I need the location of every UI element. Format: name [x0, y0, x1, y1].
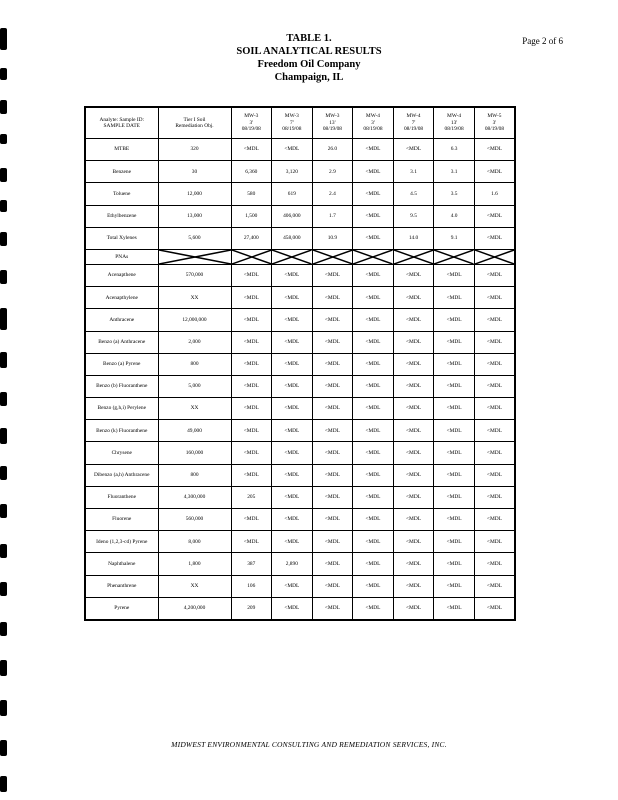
- analyte-name: Naphthalene: [85, 553, 158, 575]
- table-row: [85, 161, 515, 183]
- table-header-row: [85, 107, 515, 139]
- binder-mark: [0, 308, 7, 330]
- binder-mark: [0, 134, 7, 144]
- result-value: <MDL: [231, 309, 272, 331]
- sample-date: 08/19/08: [322, 126, 342, 133]
- cross-mark: [434, 250, 474, 264]
- result-value: 580: [231, 183, 272, 205]
- sample-id: MW-4: [406, 113, 421, 120]
- table-title: SOIL ANALYTICAL RESULTS: [236, 46, 382, 57]
- table-row: [85, 531, 515, 553]
- footer-company: MIDWEST ENVIRONMENTAL CONSULTING AND REMEDIATION SERVICES, INC.: [171, 740, 447, 749]
- crossed-cell: [231, 249, 272, 264]
- sample-id: MW-4: [447, 113, 462, 120]
- analyte-name: Ideno (1,2,3-cd) Pyrene: [85, 531, 158, 553]
- result-value: <MDL: [353, 309, 394, 331]
- sample-date: 08/19/08: [484, 126, 505, 133]
- cross-mark: [159, 250, 231, 264]
- sample-header: [231, 107, 272, 139]
- objective-value: 8,000: [158, 531, 231, 553]
- objective-value: 12,000: [158, 183, 231, 205]
- result-value: <MDL: [434, 309, 475, 331]
- result-value: <MDL: [312, 464, 353, 486]
- result-value: <MDL: [272, 398, 313, 420]
- result-value: <MDL: [434, 442, 475, 464]
- result-value: <MDL: [434, 464, 475, 486]
- result-value: <MDL: [393, 264, 434, 286]
- result-value: <MDL: [231, 264, 272, 286]
- binder-mark: [0, 504, 7, 518]
- sample-id: MW-3: [325, 113, 340, 120]
- company-name: Freedom Oil Company: [257, 59, 361, 70]
- result-value: <MDL: [312, 553, 353, 575]
- sample-header: [434, 107, 475, 139]
- result-value: <MDL: [272, 442, 313, 464]
- result-value: <MDL: [393, 375, 434, 397]
- result-value: <MDL: [353, 553, 394, 575]
- result-value: <MDL: [434, 420, 475, 442]
- table-row: [85, 287, 515, 309]
- header-label: Tier I Soil: [183, 116, 206, 123]
- result-value: <MDL: [353, 486, 394, 508]
- result-value: <MDL: [393, 442, 434, 464]
- objective-value: 320: [158, 139, 231, 161]
- result-value: 26.0: [312, 139, 353, 161]
- crossed-cell: [272, 249, 313, 264]
- sample-date: 08/19/08: [444, 126, 464, 133]
- table-row: [85, 486, 515, 508]
- table-row: [85, 575, 515, 597]
- result-value: <MDL: [312, 287, 353, 309]
- result-value: <MDL: [312, 398, 353, 420]
- result-value: <MDL: [353, 464, 394, 486]
- result-value: 205: [231, 486, 272, 508]
- result-value: <MDL: [474, 398, 515, 420]
- result-value: <MDL: [312, 531, 353, 553]
- analyte-name: Acenapthylene: [85, 287, 158, 309]
- result-value: <MDL: [474, 353, 515, 375]
- binder-mark: [0, 660, 7, 676]
- objective-value: XX: [158, 398, 231, 420]
- crossed-cell: [434, 249, 475, 264]
- header-label: Analyte: Sample ID:: [99, 116, 145, 123]
- result-value: <MDL: [312, 575, 353, 597]
- analyte-name: Pyrene: [85, 597, 158, 620]
- crossed-cell: [353, 249, 394, 264]
- crossed-cell: [312, 249, 353, 264]
- sample-depth: 3': [492, 119, 497, 126]
- objective-value: 800: [158, 353, 231, 375]
- result-value: 3.1: [393, 161, 434, 183]
- result-value: <MDL: [393, 531, 434, 553]
- sample-depth: 3': [371, 119, 375, 126]
- result-value: <MDL: [474, 464, 515, 486]
- result-value: <MDL: [353, 375, 394, 397]
- crossed-cell: [393, 249, 434, 264]
- sample-header: [393, 107, 434, 139]
- result-value: <MDL: [474, 375, 515, 397]
- table-row: [85, 227, 515, 249]
- objective-value: 570,000: [158, 264, 231, 286]
- objective-value: 800: [158, 464, 231, 486]
- analyte-name: MTBE: [85, 139, 158, 161]
- binder-mark: [0, 270, 7, 284]
- result-value: <MDL: [312, 442, 353, 464]
- result-value: <MDL: [353, 264, 394, 286]
- analyte-name: Fluorene: [85, 509, 158, 531]
- result-value: <MDL: [231, 331, 272, 353]
- result-value: <MDL: [353, 227, 394, 249]
- result-value: <MDL: [312, 509, 353, 531]
- binder-mark: [0, 232, 7, 246]
- result-value: <MDL: [272, 264, 313, 286]
- result-value: <MDL: [393, 575, 434, 597]
- table-row: [85, 309, 515, 331]
- table-row: [85, 183, 515, 205]
- binder-mark: [0, 700, 7, 716]
- binder-mark: [0, 466, 7, 480]
- result-value: <MDL: [393, 597, 434, 620]
- sample-id: MW-4: [365, 113, 380, 120]
- cross-mark: [394, 250, 434, 264]
- result-value: <MDL: [231, 420, 272, 442]
- result-value: 2.9: [312, 161, 353, 183]
- crossed-cell: [158, 249, 231, 264]
- result-value: 4.0: [434, 205, 475, 227]
- crossed-cell: [474, 249, 515, 264]
- result-value: <MDL: [434, 375, 475, 397]
- result-value: <MDL: [474, 575, 515, 597]
- pna-section-row: [85, 249, 515, 264]
- table-row: [85, 597, 515, 620]
- result-value: <MDL: [231, 531, 272, 553]
- analyte-name: Benzo (k) Fluoranthene: [85, 420, 158, 442]
- result-value: <MDL: [353, 205, 394, 227]
- sample-depth: 13': [329, 119, 336, 126]
- result-value: <MDL: [312, 353, 353, 375]
- result-value: <MDL: [393, 486, 434, 508]
- binder-mark: [0, 168, 7, 182]
- result-value: <MDL: [353, 398, 394, 420]
- soil-results-table: [84, 106, 516, 621]
- cross-mark: [475, 250, 514, 264]
- analyte-name: Benzene: [85, 161, 158, 183]
- binder-mark: [0, 622, 7, 636]
- header-label: Remediation Obj.: [175, 123, 214, 129]
- table-row: [85, 331, 515, 353]
- sample-header: [272, 107, 313, 139]
- sample-header: [312, 107, 353, 139]
- title-block: [0, 32, 618, 84]
- result-value: 6.3: [434, 139, 475, 161]
- analyte-name: Benzo (b) Fluoranthene: [85, 375, 158, 397]
- result-value: <MDL: [393, 353, 434, 375]
- table-row: [85, 264, 515, 286]
- pna-section: [85, 249, 515, 264]
- objective-value: 30: [158, 161, 231, 183]
- objective-value: 160,000: [158, 442, 231, 464]
- cross-mark: [272, 250, 312, 264]
- result-value: <MDL: [353, 597, 394, 620]
- result-value: <MDL: [434, 398, 475, 420]
- objective-value: 1,800: [158, 553, 231, 575]
- result-value: <MDL: [272, 375, 313, 397]
- page-number: Page 2 of 6: [522, 36, 563, 46]
- result-value: <MDL: [434, 575, 475, 597]
- result-value: <MDL: [353, 331, 394, 353]
- result-value: <MDL: [272, 509, 313, 531]
- table-row: [85, 442, 515, 464]
- result-value: <MDL: [312, 264, 353, 286]
- binder-mark: [0, 100, 7, 114]
- objective-value: 13,000: [158, 205, 231, 227]
- result-value: <MDL: [353, 183, 394, 205]
- result-value: 4.5: [393, 183, 434, 205]
- result-value: <MDL: [231, 375, 272, 397]
- result-value: <MDL: [474, 287, 515, 309]
- result-value: <MDL: [434, 486, 475, 508]
- table-row: [85, 464, 515, 486]
- result-value: <MDL: [312, 486, 353, 508]
- analyte-name: Benzo (a) Anthracene: [85, 331, 158, 353]
- result-value: <MDL: [474, 597, 515, 620]
- result-value: <MDL: [434, 509, 475, 531]
- result-value: <MDL: [353, 420, 394, 442]
- result-value: <MDL: [474, 509, 515, 531]
- objective-value: XX: [158, 287, 231, 309]
- result-value: <MDL: [272, 464, 313, 486]
- result-value: <MDL: [474, 309, 515, 331]
- result-value: <MDL: [393, 398, 434, 420]
- sample-id: MW-3: [244, 113, 259, 120]
- result-value: 2,890: [272, 553, 313, 575]
- binder-mark: [0, 582, 7, 596]
- result-value: 387: [231, 553, 272, 575]
- result-value: <MDL: [353, 531, 394, 553]
- result-value: <MDL: [434, 597, 475, 620]
- sample-depth: 3': [249, 119, 254, 126]
- result-value: 14.0: [393, 227, 434, 249]
- result-value: 27,400: [231, 227, 272, 249]
- btex-rows: [85, 139, 515, 250]
- sample-date: 08/19/08: [282, 126, 302, 133]
- result-value: <MDL: [231, 398, 272, 420]
- analyte-name: Acenapthene: [85, 264, 158, 286]
- result-value: <MDL: [474, 331, 515, 353]
- result-value: 6,360: [231, 161, 272, 183]
- result-value: <MDL: [474, 161, 515, 183]
- analyte-name: Ethylbenzene: [85, 205, 158, 227]
- result-value: 209: [231, 597, 272, 620]
- sample-depth: 13': [450, 119, 458, 126]
- result-value: <MDL: [231, 353, 272, 375]
- analyte-name: Total Xylenes: [85, 227, 158, 249]
- analyte-name: Benzo (g,h,i) Perylene: [85, 398, 158, 420]
- result-value: <MDL: [393, 509, 434, 531]
- result-value: <MDL: [353, 509, 394, 531]
- result-value: 106: [231, 575, 272, 597]
- result-value: 1.7: [312, 205, 353, 227]
- result-value: <MDL: [393, 309, 434, 331]
- result-value: <MDL: [474, 531, 515, 553]
- result-value: <MDL: [393, 287, 434, 309]
- result-value: <MDL: [474, 139, 515, 161]
- result-value: <MDL: [272, 353, 313, 375]
- table-number: TABLE 1.: [286, 33, 332, 44]
- sample-id: MW-3: [284, 113, 299, 120]
- objective-value: 560,000: [158, 509, 231, 531]
- result-value: <MDL: [272, 420, 313, 442]
- result-value: 9.1: [434, 227, 475, 249]
- binder-mark: [0, 428, 7, 444]
- analyte-header: [85, 107, 158, 139]
- table-row: [85, 553, 515, 575]
- objective-value: 2,000: [158, 331, 231, 353]
- result-value: 9.5: [393, 205, 434, 227]
- objective-value: 5,600: [158, 227, 231, 249]
- result-value: <MDL: [353, 353, 394, 375]
- objective-value: 49,000: [158, 420, 231, 442]
- sample-header: [474, 107, 515, 139]
- sample-date: 08/19/08: [241, 126, 261, 133]
- table-row: [85, 509, 515, 531]
- result-value: 10.9: [312, 227, 353, 249]
- cross-mark: [313, 250, 353, 264]
- sample-date: 08/19/08: [363, 126, 383, 133]
- table-row: [85, 139, 515, 161]
- sample-header: [353, 107, 394, 139]
- objective-value: 4,300,000: [158, 486, 231, 508]
- sample-depth: 7': [290, 119, 294, 126]
- result-value: 1.6: [474, 183, 515, 205]
- result-value: <MDL: [231, 287, 272, 309]
- objective-header: [158, 107, 231, 139]
- analyte-name: Anthracene: [85, 309, 158, 331]
- result-value: <MDL: [272, 331, 313, 353]
- table-row: [85, 375, 515, 397]
- result-value: <MDL: [231, 139, 272, 161]
- result-value: <MDL: [474, 442, 515, 464]
- result-value: <MDL: [353, 139, 394, 161]
- result-value: 3.5: [434, 183, 475, 205]
- result-value: <MDL: [272, 139, 313, 161]
- result-value: <MDL: [312, 331, 353, 353]
- binder-mark: [0, 544, 7, 558]
- result-value: <MDL: [231, 464, 272, 486]
- binder-mark: [0, 392, 7, 406]
- result-value: <MDL: [231, 442, 272, 464]
- analyte-name: Fluoranthene: [85, 486, 158, 508]
- result-value: <MDL: [353, 161, 394, 183]
- objective-value: 4,200,000: [158, 597, 231, 620]
- pna-rows: [85, 264, 515, 620]
- analyte-name: Chrysene: [85, 442, 158, 464]
- analyte-name: Toluene: [85, 183, 158, 205]
- result-value: <MDL: [393, 420, 434, 442]
- result-value: <MDL: [353, 575, 394, 597]
- sample-date: 08/19/08: [403, 126, 424, 133]
- result-value: 3.1: [434, 161, 475, 183]
- result-value: <MDL: [393, 553, 434, 575]
- result-value: <MDL: [393, 139, 434, 161]
- cross-mark: [353, 250, 393, 264]
- result-value: <MDL: [272, 597, 313, 620]
- cross-mark: [232, 250, 272, 264]
- result-value: <MDL: [272, 486, 313, 508]
- result-value: <MDL: [434, 531, 475, 553]
- result-value: 3,120: [272, 161, 313, 183]
- result-value: <MDL: [272, 531, 313, 553]
- objective-value: XX: [158, 575, 231, 597]
- analyte-name: Phenanthrene: [85, 575, 158, 597]
- result-value: <MDL: [312, 420, 353, 442]
- section-label: PNAs: [85, 249, 158, 264]
- result-value: <MDL: [474, 553, 515, 575]
- result-value: <MDL: [434, 287, 475, 309]
- binder-mark: [0, 776, 7, 792]
- result-value: <MDL: [272, 287, 313, 309]
- result-value: <MDL: [312, 375, 353, 397]
- result-value: 1,500: [231, 205, 272, 227]
- result-value: <MDL: [434, 553, 475, 575]
- objective-value: 12,000,000: [158, 309, 231, 331]
- binder-mark: [0, 200, 7, 212]
- table-row: [85, 205, 515, 227]
- result-value: <MDL: [312, 309, 353, 331]
- result-value: <MDL: [474, 420, 515, 442]
- result-value: 406,000: [272, 205, 313, 227]
- result-value: <MDL: [393, 331, 434, 353]
- result-value: 619: [272, 183, 313, 205]
- analyte-name: Dibenzo (a,h) Anthracene: [85, 464, 158, 486]
- result-value: <MDL: [272, 309, 313, 331]
- objective-value: 5,000: [158, 375, 231, 397]
- result-value: <MDL: [272, 575, 313, 597]
- result-value: <MDL: [353, 442, 394, 464]
- result-value: <MDL: [474, 264, 515, 286]
- result-value: <MDL: [434, 264, 475, 286]
- result-value: <MDL: [434, 331, 475, 353]
- sample-depth: 7': [411, 119, 416, 126]
- result-value: <MDL: [353, 287, 394, 309]
- table-row: [85, 420, 515, 442]
- result-value: <MDL: [312, 597, 353, 620]
- binder-mark: [0, 352, 7, 368]
- result-value: <MDL: [434, 353, 475, 375]
- result-value: <MDL: [393, 464, 434, 486]
- result-value: 2.4: [312, 183, 353, 205]
- location: Champaign, IL: [274, 72, 344, 83]
- result-value: 458,000: [272, 227, 313, 249]
- header-label: SAMPLE DATE: [103, 123, 140, 129]
- table-row: [85, 398, 515, 420]
- result-value: <MDL: [474, 227, 515, 249]
- table-row: [85, 353, 515, 375]
- result-value: <MDL: [474, 205, 515, 227]
- result-value: <MDL: [474, 486, 515, 508]
- sample-id: MW-5: [487, 113, 502, 120]
- result-value: <MDL: [231, 509, 272, 531]
- analyte-name: Benzo (a) Pyrene: [85, 353, 158, 375]
